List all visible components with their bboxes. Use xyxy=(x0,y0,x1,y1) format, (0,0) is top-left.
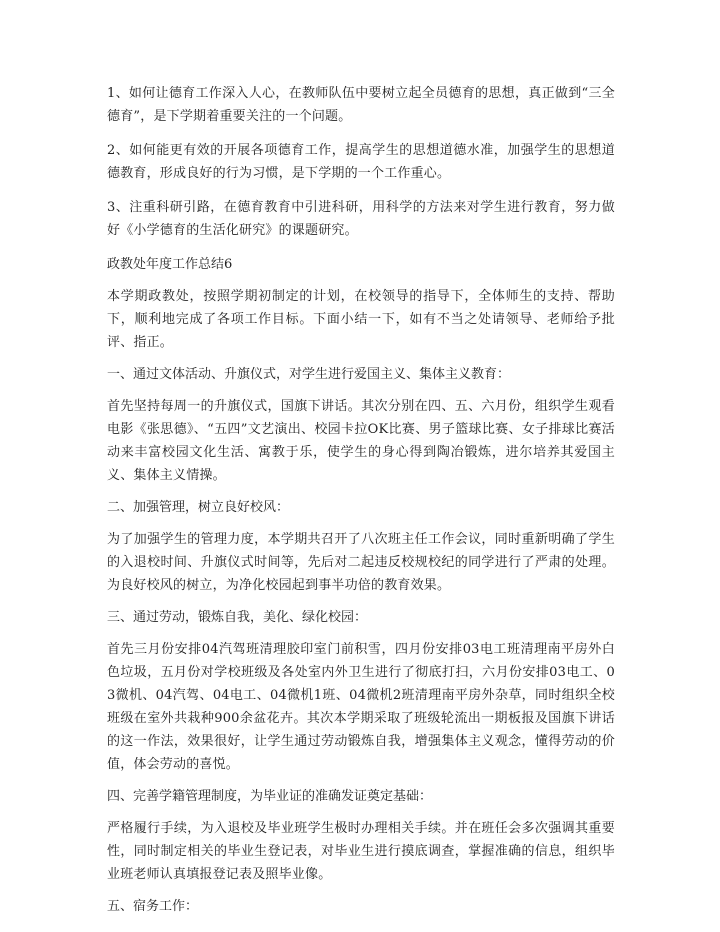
section-4-body: 严格履行手续，为入退校及毕业班学生极时办理相关手续。并在班任会多次强调其重要性，同时制定相关的毕业生登记表，对毕业生进行摸底调查，掌握准确的信息，组织毕业班老师认真填报登记表及照毕业像。 xyxy=(107,821,615,882)
document-page xyxy=(107,82,615,927)
intro-point-2: 2、如何能更有效的开展各项德育工作，提高学生的思想道德水准，加强学生的思想道德教育，形成良好的行为习惯，是下学期的一个工作重心。 xyxy=(107,143,615,181)
section-1-body: 首先坚持每周一的升旗仪式，国旗下讲话。其次分别在四、五、六月份，组织学生观看电影《张思德》、“五四”文艺演出、校园卡拉OK比赛、男子篮球比赛、女子排球比赛活动来丰富校园文化生活、寓教于乐，使学生的身心得到陶冶锻炼，进尔培养其爱国主义、集体主义情操。 xyxy=(107,399,615,483)
intro-point-1: 1、如何让德育工作深入人心，在教师队伍中要树立起全员德育的思想，真正做到“三全德育”，是下学期着重要关注的一个问题。 xyxy=(107,86,615,124)
document-title: 政教处年度工作总结6 xyxy=(107,257,233,272)
opening-paragraph: 本学期政教处，按照学期初制定的计划，在校领导的指导下，全体师生的支持、帮助下，顺利地完成了各项工作目标。下面小结一下，如有不当之处请领导、老师给予批评、指正。 xyxy=(107,289,615,350)
section-3-heading: 三、通过劳动，锻炼自我，美化、绿化校园： xyxy=(107,610,368,625)
section-1-heading: 一、通过文体活动、升旗仪式，对学生进行爱国主义、集体主义教育： xyxy=(107,367,511,382)
section-4-heading: 四、完善学籍管理制度，为毕业证的准确发证奠定基础： xyxy=(107,789,433,804)
section-3-body: 首先三月份安排04汽驾班清理胶印室门前积雪，四月份安排03电工班清理南平房外白色垃圾，五月份对学校班级及各处室内外卫生进行了彻底打扫，六月份安排03电工、03微机、04汽驾、04电工、04微机1班、04微机2班清理南平房外杂草，同时组织全校班级在室外共栽种900余盆花卉。其次本学期采取了班级轮流出一期板报及国旗下讲话的这一作法，效果很好，让学生通过劳动锻炼自我，增强集体主义观念，懂得劳动的价值，体会劳动的喜悦。 xyxy=(107,642,615,772)
section-5-heading: 五、宿务工作： xyxy=(107,899,199,914)
intro-point-3: 3、注重科研引路，在德育教育中引进科研，用科学的方法来对学生进行教育，努力做好《小学德育的生活化研究》的课题研究。 xyxy=(107,200,615,238)
section-2-heading: 二、加强管理，树立良好校风： xyxy=(107,500,290,515)
section-2-body: 为了加强学生的管理力度，本学期共召开了八次班主任工作会议，同时重新明确了学生的入退校时间、升旗仪式时间等，先后对二起违反校规校纪的同学进行了严肃的处理。为良好校风的树立，为净化校园起到事半功倍的教育效果。 xyxy=(107,532,615,593)
